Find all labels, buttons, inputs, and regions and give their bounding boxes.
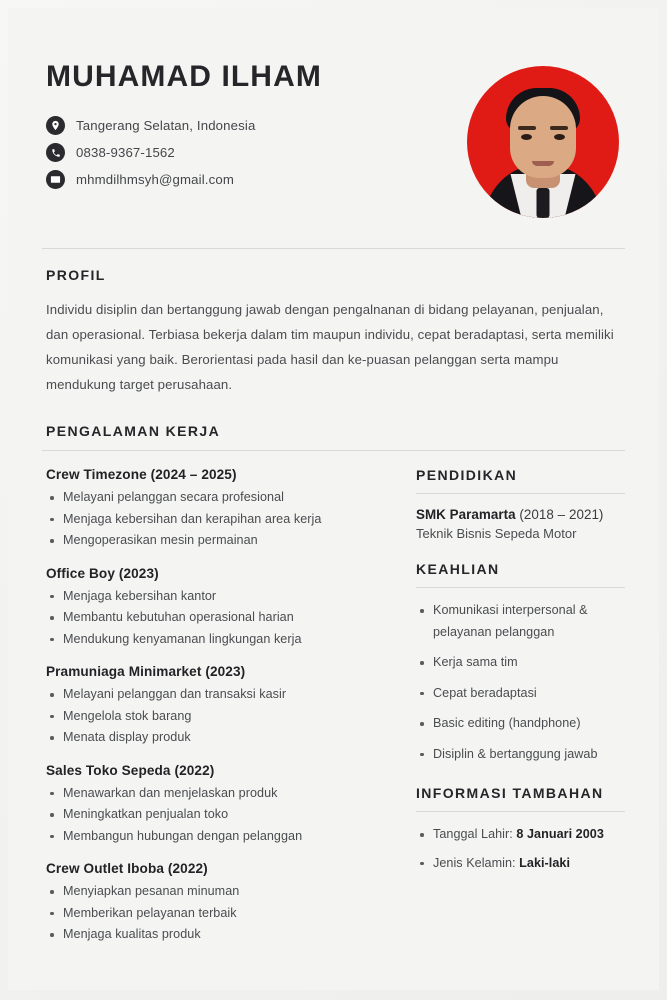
job-bullet: Mengoperasikan mesin permainan xyxy=(46,530,382,552)
job-entry xyxy=(46,467,382,552)
job-bullet: Menjaga kebersihan kantor xyxy=(46,586,382,608)
profile-heading: PROFIL xyxy=(46,267,106,283)
body-columns xyxy=(42,467,625,960)
education-years: (2018 – 2021) xyxy=(515,507,604,522)
avatar xyxy=(467,66,619,218)
job-bullet: Membantu kebutuhan operasional harian xyxy=(46,607,382,629)
education-divider xyxy=(416,493,625,494)
additional-info-divider xyxy=(416,811,625,812)
header-divider xyxy=(42,248,625,249)
job-bullet-list xyxy=(46,487,382,552)
experience-heading: PENGALAMAN KERJA xyxy=(46,423,221,439)
job-bullet: Menjaga kebersihan dan kerapihan area kerja xyxy=(46,509,382,531)
education-heading: PENDIDIKAN xyxy=(416,467,518,483)
additional-info-item xyxy=(416,853,625,875)
location-pin-icon xyxy=(46,116,65,135)
resume-header xyxy=(42,60,625,248)
additional-info-value: Laki-laki xyxy=(519,855,571,870)
resume-sheet xyxy=(8,8,659,990)
additional-info-label: Tanggal Lahir: xyxy=(433,827,517,841)
avatar-portrait xyxy=(467,66,619,218)
job-title: Pramuniaga Minimarket (2023) xyxy=(46,664,246,679)
job-title: Sales Toko Sepeda (2022) xyxy=(46,762,215,778)
skill-item: Basic editing (handphone) xyxy=(416,713,625,735)
job-bullet: Menawarkan dan menjelaskan produk xyxy=(46,783,382,805)
job-bullet-list xyxy=(46,586,382,651)
job-entry xyxy=(46,861,382,946)
job-list xyxy=(46,467,382,946)
skill-item: Kerja sama tim xyxy=(416,652,625,674)
experience-divider xyxy=(42,450,625,451)
additional-info-value: 8 Januari 2003 xyxy=(516,827,604,841)
profile-text: Individu disiplin dan bertanggung jawab dengan pengalnanan di bidang pelayanan, penjualan, dan operasional. Terbiasa bekerja dalam tim maupun individu, cepat beradaptasi, serta memiliki komunikasi yang baik. Berorientasi pada hasil dan ke-puasan pelanggan serta mampu mendukung target perusahaan. xyxy=(46,302,614,392)
education-section xyxy=(416,467,625,541)
job-bullet: Memberikan pelayanan terbaik xyxy=(46,903,382,925)
education-major: Teknik Bisnis Sepeda Motor xyxy=(416,526,577,541)
additional-info-label: Jenis Kelamin: xyxy=(433,855,520,870)
page-title: MUHAMAD ILHAM xyxy=(46,60,322,93)
job-bullet: Menjaga kualitas produk xyxy=(46,924,382,946)
job-entry xyxy=(46,566,382,651)
phone-icon xyxy=(46,143,65,162)
additional-info-section xyxy=(416,785,625,874)
additional-info-item xyxy=(416,824,625,846)
education-entry xyxy=(416,507,625,522)
job-bullet: Melayani pelanggan dan transaksi kasir xyxy=(46,684,382,706)
job-bullet: Melayani pelanggan secara profesional xyxy=(46,487,382,509)
additional-info-heading: INFORMASI TAMBAHAN xyxy=(416,785,604,801)
profile-section xyxy=(42,267,625,397)
job-title: Crew Outlet Iboba (2022) xyxy=(46,861,208,876)
job-title: Crew Timezone (2024 – 2025) xyxy=(46,467,237,482)
job-bullet: Membangun hubungan dengan pelanggan xyxy=(46,826,382,848)
skills-heading: KEAHLIAN xyxy=(416,561,500,577)
experience-column xyxy=(42,467,382,960)
additional-info-list xyxy=(416,824,625,874)
job-entry xyxy=(46,763,382,848)
experience-section-header xyxy=(42,423,625,451)
skills-section xyxy=(416,561,625,765)
job-entry xyxy=(46,664,382,749)
envelope-icon xyxy=(46,170,65,189)
contact-location-text: Tangerang Selatan, Indonesia xyxy=(76,118,256,133)
contact-phone-text: 0838-9367-1562 xyxy=(76,145,175,160)
skills-list xyxy=(416,600,625,765)
skill-item: Cepat beradaptasi xyxy=(416,683,625,705)
skill-item: Komunikasi interpersonal & pelayanan pelanggan xyxy=(416,600,625,643)
job-bullet-list xyxy=(46,783,382,848)
skills-divider xyxy=(416,587,625,588)
contact-email-text: mhmdilhmsyh@gmail.com xyxy=(76,172,234,187)
job-title: Office Boy (2023) xyxy=(46,565,159,581)
job-bullet: Mendukung kenyamanan lingkungan kerja xyxy=(46,629,382,651)
job-bullet-list xyxy=(46,684,382,749)
job-bullet: Meningkatkan penjualan toko xyxy=(46,804,382,826)
job-bullet: Mengelola stok barang xyxy=(46,706,382,728)
education-school: SMK Paramarta xyxy=(416,507,516,522)
job-bullet: Menata display produk xyxy=(46,727,382,749)
job-bullet: Menyiapkan pesanan minuman xyxy=(46,881,382,903)
sidebar-column xyxy=(382,467,625,960)
job-bullet-list xyxy=(46,881,382,946)
skill-item: Disiplin & bertanggung jawab xyxy=(416,744,625,766)
